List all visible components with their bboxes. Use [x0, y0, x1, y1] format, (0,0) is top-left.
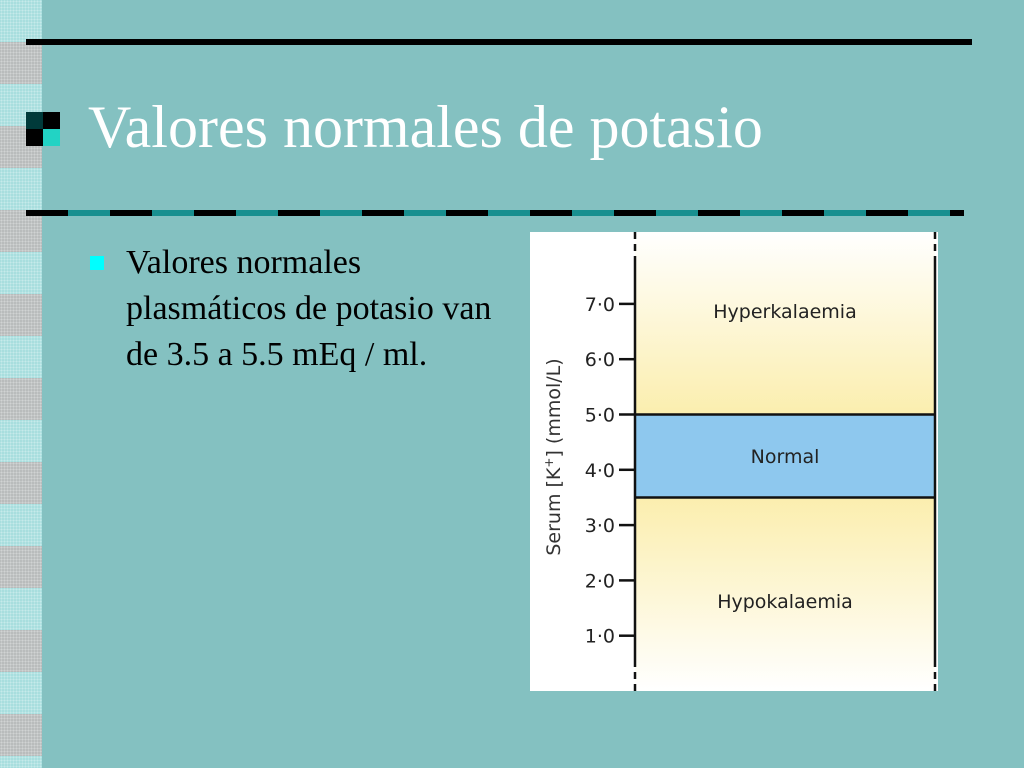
- band-label-hypokalaemia: Hypokalaemia: [717, 591, 853, 614]
- y-tick-label: 4·0: [584, 459, 615, 482]
- band-label-normal: Normal: [750, 445, 820, 468]
- y-axis-label: Serum [K+] (mmol/L): [542, 358, 565, 556]
- y-tick-label: 5·0: [584, 404, 615, 427]
- y-tick-label: 2·0: [584, 570, 615, 593]
- y-tick-label: 3·0: [584, 515, 615, 538]
- chart-svg: [530, 232, 938, 691]
- y-tick-label: 6·0: [584, 349, 615, 372]
- slide-title: Valores normales de potasio: [88, 94, 763, 160]
- dashed-divider: [26, 210, 964, 216]
- top-rule: [26, 39, 972, 45]
- title-bullet-icon: [26, 112, 60, 146]
- bullet-square-icon: [90, 256, 104, 270]
- potassium-chart: [530, 232, 938, 691]
- bullet-text: Valores normales plasmáticos de potasio van de 3.5 a 5.5 mEq / ml.: [126, 244, 492, 373]
- y-tick-label: 7·0: [584, 293, 615, 316]
- band-label-hyperkalaemia: Hyperkalaemia: [713, 301, 857, 324]
- y-tick-label: 1·0: [584, 625, 615, 648]
